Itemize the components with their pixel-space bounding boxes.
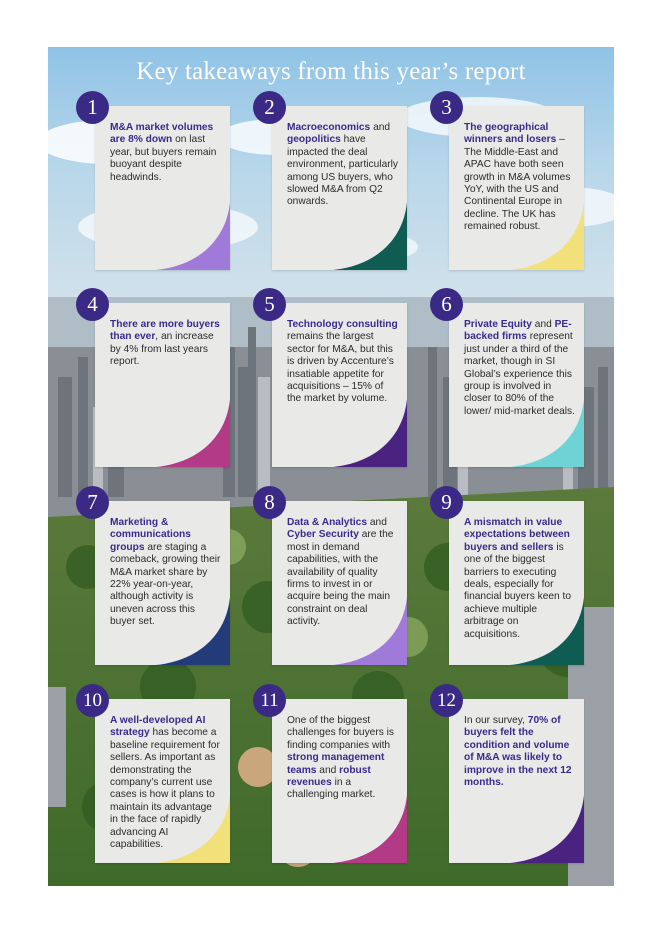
takeaway-card-3: [449, 106, 584, 270]
takeaway-card-5: [272, 303, 407, 467]
takeaway-text: [464, 319, 576, 418]
takeaway-card-10: [95, 699, 230, 863]
takeaway-highlight: PE-backed firms: [464, 319, 572, 343]
takeaway-card-1: [95, 106, 230, 270]
takeaway-body: – The Middle-East and APAC have both seen growth in M&A volumes YoY, with the US and Continental Europe in decline. The UK has remained robust.: [464, 134, 571, 233]
takeaway-text: [464, 517, 576, 641]
takeaway-card-12: [449, 699, 584, 863]
takeaway-body: represent just under a third of the market, though in SI Global’s experience this group is involved in closer to 80% of the lower/ mid-market deals.: [464, 331, 575, 417]
takeaway-text: [110, 122, 222, 184]
takeaway-card-2: [272, 106, 407, 270]
takeaway-body: and: [316, 764, 340, 776]
takeaway-body: remains the largest sector for M&A, but this is driven by Accenture’s insatiable appetite for acquisitions – 15% of the market by volume.: [287, 331, 394, 405]
takeaway-body: has become a baseline requirement for sellers. As important as demonstrating the company’s current use cases is how it plans to maintain its advantage in the face of rapidly advancing AI capabilities.: [110, 727, 220, 851]
takeaway-body: In our survey,: [464, 715, 528, 726]
takeaway-text: [110, 319, 222, 369]
takeaway-highlight: A mismatch in value expectations between buyers and sellers: [464, 517, 570, 553]
takeaway-card-11: [272, 699, 407, 863]
takeaway-text: [287, 319, 399, 406]
takeaway-card-4: [95, 303, 230, 467]
card-accent-corner: [156, 202, 230, 270]
takeaway-highlight: Cyber Security: [287, 529, 359, 541]
takeaway-highlight: Marketing & communications groups: [110, 517, 191, 553]
takeaway-highlight: 70% of buyers felt the condition and volume of M&A was likely to improve in the next 12 months.: [464, 715, 572, 789]
takeaway-body: and: [370, 122, 391, 133]
card-accent-corner: [156, 399, 230, 467]
takeaway-number-badge: 11: [253, 684, 286, 717]
takeaway-body: in a challenging market.: [287, 777, 376, 801]
takeaway-body: have impacted the deal environment, particularly among US buyers, who slowed M&A from Q2 onwards.: [287, 134, 398, 208]
takeaway-number-badge: 3: [430, 91, 463, 124]
takeaway-body: are staging a comeback, growing their M&A market share by 22% year-on-year, although activity is uneven across this buyer set.: [110, 541, 221, 628]
takeaway-number-badge: 5: [253, 288, 286, 321]
card-accent-corner: [510, 795, 584, 863]
takeaway-card-6: [449, 303, 584, 467]
takeaway-highlight: robust revenues: [287, 764, 371, 789]
page-title: Key takeaways from this year’s report: [136, 58, 526, 85]
takeaway-body: One of the biggest challenges for buyers is finding companies with: [287, 715, 395, 751]
takeaway-highlight: geopolitics: [287, 134, 341, 146]
takeaway-text: [110, 715, 222, 851]
takeaway-text: [110, 517, 222, 629]
takeaway-number-badge: 1: [76, 91, 109, 124]
takeaway-number-badge: 8: [253, 486, 286, 519]
takeaway-number-badge: 12: [430, 684, 463, 717]
takeaway-body: is one of the biggest barriers to executing deals, especially for financial buyers keen to achieve multiple arbitrage on acquisitions.: [464, 541, 572, 640]
takeaway-highlight: Data & Analytics: [287, 517, 368, 528]
takeaway-highlight: There are more buyers than ever: [110, 319, 220, 343]
card-accent-corner: [333, 795, 407, 863]
card-accent-corner: [333, 202, 407, 270]
takeaway-number-badge: 4: [76, 288, 109, 321]
takeaway-number-badge: 2: [253, 91, 286, 124]
takeaway-text: [287, 122, 399, 209]
takeaway-highlight: The geographical winners and losers: [464, 122, 557, 146]
takeaway-highlight: M&A market volumes are 8% down: [110, 122, 214, 146]
card-accent-corner: [333, 399, 407, 467]
takeaway-text: [464, 715, 576, 789]
takeaway-card-7: [95, 501, 230, 665]
takeaway-number-badge: 7: [76, 486, 109, 519]
takeaway-highlight: Macroeconomics: [287, 122, 371, 133]
takeaway-text: [287, 715, 399, 802]
takeaway-highlight: Technology consulting: [287, 319, 398, 330]
takeaway-highlight: Private Equity: [464, 319, 532, 330]
takeaway-body: are the most in demand capabilities, with the availability of quality firms to invest in or acquire being the main constraint on deal activity.: [287, 529, 394, 628]
takeaway-highlight: strong management teams: [287, 752, 385, 776]
takeaway-card-8: [272, 501, 407, 665]
takeaway-body: , an increase by 4% from last years report.: [110, 331, 214, 368]
takeaway-text: [287, 517, 399, 629]
takeaway-body: on last year, but buyers remain buoyant despite headwinds.: [110, 134, 217, 183]
takeaway-body: and: [367, 517, 387, 528]
takeaway-highlight: A well-developed AI strategy: [110, 715, 206, 739]
takeaway-number-badge: 6: [430, 288, 463, 321]
takeaway-body: and: [531, 319, 555, 330]
takeaway-number-badge: 10: [76, 684, 109, 717]
takeaway-card-9: [449, 501, 584, 665]
takeaway-number-badge: 9: [430, 486, 463, 519]
takeaway-text: [464, 122, 576, 234]
